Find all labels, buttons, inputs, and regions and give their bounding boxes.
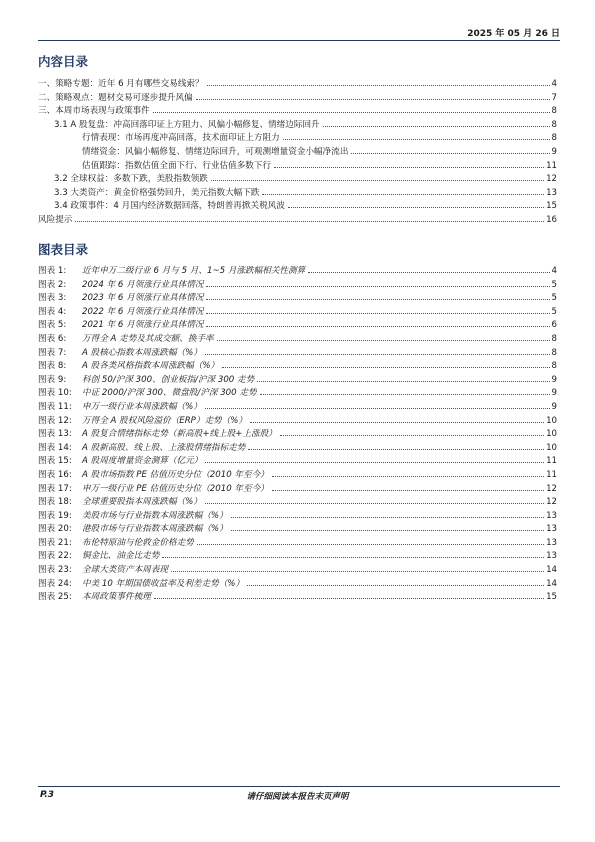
- figure-entry[interactable]: [38, 347, 557, 361]
- toc-entry-page: 13: [546, 187, 557, 198]
- toc-entry-text: 3.1 A 股复盘：冲高回落印证上方阻力、风偏小幅修复、情绪边际回升: [54, 119, 320, 130]
- figure-entry-label: [38, 564, 168, 578]
- figure-entry-label: [38, 265, 305, 279]
- figure-number: 图表 23:: [38, 565, 72, 576]
- figure-entry-label: [38, 510, 228, 524]
- figure-entry[interactable]: [38, 319, 557, 333]
- dot-leader: [272, 476, 544, 477]
- dot-leader: [197, 544, 544, 545]
- dot-leader: [274, 167, 544, 168]
- figure-entry-label: [38, 319, 203, 333]
- toc-entry[interactable]: [38, 78, 557, 92]
- figure-title: 万得全 A 股权风险溢价（ERP）走势（%）: [82, 415, 247, 426]
- figure-title: A 股市场指数 PE 估值历史分位（2010 年至今）: [82, 469, 269, 480]
- figure-entry-page: 13: [546, 551, 557, 562]
- figure-entry[interactable]: [38, 333, 557, 347]
- figure-number: 图表 9:: [38, 374, 67, 385]
- figure-entry[interactable]: [38, 469, 557, 483]
- toc-entry[interactable]: [38, 119, 557, 133]
- figure-number: 图表 22:: [38, 551, 72, 562]
- figure-entry[interactable]: [38, 510, 557, 524]
- figure-entry[interactable]: [38, 401, 557, 415]
- figure-number: 图表 10:: [38, 388, 72, 399]
- dot-leader: [231, 517, 544, 518]
- figure-entry[interactable]: [38, 360, 557, 374]
- figure-entry[interactable]: [38, 428, 557, 442]
- figure-entry-page: 5: [551, 293, 557, 304]
- dot-leader: [248, 449, 544, 450]
- figure-entry-page: 10: [546, 442, 557, 453]
- footer-divider: [38, 786, 560, 787]
- figure-number: 图表 24:: [38, 578, 72, 589]
- figure-entry-label: [38, 537, 194, 551]
- dot-leader: [323, 126, 550, 127]
- dot-leader: [205, 462, 544, 463]
- figure-entry[interactable]: [38, 415, 557, 429]
- figure-entry-label: [38, 523, 228, 537]
- figure-title: A 股核心指数本周涨跌幅（%）: [82, 347, 202, 358]
- toc-entry-text: 3.4 政策事件：4 月国内经济数据回落，特朗普再掀关税风波: [54, 201, 285, 212]
- figure-title: 2022 年 6 月领涨行业具体情况: [82, 306, 204, 317]
- page-number: P.3: [40, 790, 54, 800]
- dot-leader: [247, 585, 544, 586]
- figure-title: 港股市场与行业指数本周涨跌幅（%）: [82, 524, 228, 535]
- figure-entry-page: 15: [546, 592, 557, 603]
- disclaimer-note: 请仔细阅读本报告末页声明: [246, 792, 349, 802]
- figure-entry-label: [38, 374, 254, 388]
- dot-leader: [250, 422, 544, 423]
- dot-leader: [205, 354, 550, 355]
- figure-number: 图表 17:: [38, 483, 72, 494]
- figure-title: A 股复合情绪指标走势（新高股+线上股+上涨股）: [82, 429, 277, 440]
- figure-number: 图表 11:: [38, 401, 72, 412]
- toc-entry[interactable]: [38, 173, 557, 187]
- figure-entry[interactable]: [38, 483, 557, 497]
- figure-entry-page: 13: [546, 510, 557, 521]
- figure-entry-page: 5: [551, 306, 557, 317]
- figure-entry-label: [38, 401, 202, 415]
- figure-title: 中证 2000/沪深 300、微盘股/沪深 300 走势: [82, 388, 257, 399]
- dot-leader: [206, 313, 549, 314]
- toc-entry-page: 8: [551, 119, 557, 130]
- dot-leader: [207, 85, 550, 86]
- figure-entry[interactable]: [38, 578, 557, 592]
- figure-entry-page: 10: [546, 429, 557, 440]
- dot-leader: [260, 394, 550, 395]
- figure-number: 图表 20:: [38, 524, 72, 535]
- toc-entry-page: 8: [551, 133, 557, 144]
- figure-entry-label: [38, 483, 269, 497]
- figure-entry[interactable]: [38, 523, 557, 537]
- figure-entry-page: 11: [546, 469, 557, 480]
- dot-leader: [231, 530, 544, 531]
- figure-entry-page: 12: [546, 483, 557, 494]
- figure-title: 本周政策事件梳理: [82, 592, 151, 603]
- toc-entry-page: 7: [551, 92, 557, 103]
- figure-entry[interactable]: [38, 387, 557, 401]
- figure-entry-page: 13: [546, 524, 557, 535]
- figures-list: [38, 265, 557, 605]
- figure-entry[interactable]: [38, 265, 557, 279]
- figure-entry-label: [38, 306, 203, 320]
- dot-leader: [280, 435, 544, 436]
- figure-entry[interactable]: [38, 292, 557, 306]
- dot-leader: [262, 194, 544, 195]
- figure-entry-page: 8: [551, 347, 557, 358]
- figure-entry-page: 12: [546, 497, 557, 508]
- figure-entry-page: 10: [546, 415, 557, 426]
- figure-entry-page: 14: [546, 565, 557, 576]
- toc-entry-page: 16: [546, 214, 557, 225]
- figure-number: 图表 8:: [38, 361, 67, 372]
- toc-entry-page: 8: [551, 106, 557, 117]
- dot-leader: [351, 153, 549, 154]
- figure-entry-page: 8: [551, 361, 557, 372]
- contents-title: 内容目录: [38, 54, 89, 69]
- figure-number: 图表 12:: [38, 415, 72, 426]
- figure-entry-label: [38, 387, 257, 401]
- figure-number: 图表 1:: [38, 266, 67, 276]
- figure-entry-label: [38, 347, 202, 361]
- figure-title: A 股各类风格指数本周涨跌幅（%）: [82, 361, 220, 372]
- figure-entry-label: [38, 469, 269, 483]
- figure-title: 全球大类资产本周表现: [82, 565, 168, 576]
- figure-entry-page: 4: [551, 266, 557, 276]
- toc-entry[interactable]: [38, 200, 557, 214]
- figure-entry-page: 11: [546, 456, 557, 467]
- toc-entry-text: 情绪资金：风偏小幅修复、情绪边际回升，可观测增量资金小幅净流出: [82, 146, 349, 157]
- figures-title: 图表目录: [38, 242, 89, 257]
- figure-entry-label: [38, 279, 203, 293]
- toc-entry[interactable]: [38, 160, 557, 174]
- toc-entry-page: 15: [546, 201, 557, 212]
- figure-entry[interactable]: [38, 455, 557, 469]
- figure-number: 图表 3:: [38, 293, 67, 304]
- figure-entry[interactable]: [38, 537, 557, 551]
- figure-title: 铜金比、油金比走势: [82, 551, 160, 562]
- figure-number: 图表 13:: [38, 429, 72, 440]
- figure-number: 图表 2:: [38, 279, 67, 290]
- figure-number: 图表 21:: [38, 537, 72, 548]
- figure-title: 科创 50/沪深 300、创业板指/沪深 300 走势: [82, 374, 255, 385]
- figure-entry-page: 14: [546, 578, 557, 589]
- figure-title: 美股市场与行业指数本周涨跌幅（%）: [82, 510, 228, 521]
- figure-title: 申万一级行业本周涨跌幅（%）: [82, 401, 202, 412]
- figure-entry-label: [38, 333, 214, 347]
- figure-entry-label: [38, 415, 247, 429]
- figure-title: 2021 年 6 月领涨行业具体情况: [82, 320, 204, 331]
- toc-entry-text: 3.2 全球权益：多数下跌，美股指数领跌: [54, 174, 208, 185]
- figure-entry-page: 6: [551, 320, 557, 331]
- figure-entry[interactable]: [38, 496, 557, 510]
- dot-leader: [206, 286, 549, 287]
- figure-entry-label: [38, 455, 202, 469]
- dot-leader: [162, 557, 544, 558]
- toc-entry[interactable]: [38, 105, 557, 119]
- figure-title: 近年申万二级行业 6 月与 5 月、1~5 月涨跌幅相关性测算: [82, 266, 306, 276]
- toc-entry-page: 11: [546, 160, 557, 171]
- figure-entry-label: [38, 578, 244, 592]
- figure-number: 图表 19:: [38, 510, 72, 521]
- figure-entry-page: 9: [551, 401, 557, 412]
- toc-entry[interactable]: [38, 92, 557, 106]
- dot-leader: [308, 272, 549, 273]
- toc-entry[interactable]: [38, 146, 557, 160]
- figure-entry-page: 9: [551, 388, 557, 399]
- figure-entry-page: 5: [551, 279, 557, 290]
- dot-leader: [196, 99, 550, 100]
- figure-entry-label: [38, 496, 202, 510]
- dot-leader: [272, 490, 544, 491]
- dot-leader: [222, 367, 549, 368]
- figure-entry[interactable]: [38, 564, 557, 578]
- figure-entry[interactable]: [38, 374, 557, 388]
- figure-entry[interactable]: [38, 591, 557, 605]
- figure-number: 图表 5:: [38, 320, 67, 331]
- figure-entry-page: 8: [551, 333, 557, 344]
- toc-entry-text: 行情表现：市场再度冲高回落，技术面印证上方阻力: [82, 133, 280, 144]
- figure-entry-label: [38, 428, 277, 442]
- toc-entry-text: 风险提示: [38, 214, 73, 225]
- figure-entry-page: 9: [551, 374, 557, 385]
- figure-entry[interactable]: [38, 550, 557, 564]
- figure-number: 图表 16:: [38, 469, 72, 480]
- figure-number: 图表 25:: [38, 592, 72, 603]
- dot-leader: [153, 112, 550, 113]
- dot-leader: [75, 221, 544, 222]
- toc-entry-text: 二、策略观点：题材交易可逐步提升风偏: [38, 92, 193, 103]
- figure-title: 布伦特原油与伦敦金价格走势: [82, 537, 194, 548]
- figure-entry-page: 13: [546, 537, 557, 548]
- figure-entry-label: [38, 550, 159, 564]
- figure-number: 图表 14:: [38, 442, 72, 453]
- figure-entry-label: [38, 360, 219, 374]
- figure-title: 申万一级行业 PE 估值历史分位（2010 年至今）: [82, 483, 269, 494]
- header-divider: [38, 40, 560, 41]
- toc-entry-text: 3.3 大类资产：黄金价格强势回升，美元指数大幅下跌: [54, 187, 260, 198]
- figure-entry-label: [38, 292, 203, 306]
- figure-number: 图表 6:: [38, 333, 67, 344]
- figure-entry[interactable]: [38, 442, 557, 456]
- dot-leader: [257, 381, 549, 382]
- figure-number: 图表 7:: [38, 347, 67, 358]
- dot-leader: [217, 340, 550, 341]
- figure-title: 中美 10 年期国债收益率及利差走势（%）: [82, 578, 245, 589]
- dot-leader: [283, 139, 550, 140]
- figure-entry-label: [38, 442, 245, 456]
- figure-title: A 股周度增量资金测算（亿元）: [82, 456, 203, 467]
- dot-leader: [211, 180, 544, 181]
- toc-entry-page: 4: [551, 79, 557, 89]
- figure-title: 2023 年 6 月领涨行业具体情况: [82, 293, 204, 304]
- figure-entry[interactable]: [38, 279, 557, 293]
- contents-list: [38, 78, 557, 228]
- toc-entry-page: 12: [546, 174, 557, 185]
- dot-leader: [171, 571, 544, 572]
- toc-entry[interactable]: [38, 187, 557, 201]
- dot-leader: [288, 207, 544, 208]
- report-date: 2025 年 05 月 26 日: [467, 29, 560, 39]
- figure-title: A 股新高股、线上股、上涨股情绪指标走势: [82, 442, 246, 453]
- toc-entry-page: 9: [551, 146, 557, 157]
- figure-entry-label: [38, 591, 151, 605]
- dot-leader: [205, 408, 550, 409]
- toc-entry-text: 三、本周市场表现与政策事件: [38, 106, 150, 117]
- toc-entry-text: 一、策略专题：近年 6 月有哪些交易线索？: [38, 79, 204, 89]
- figure-number: 图表 4:: [38, 306, 67, 317]
- dot-leader: [206, 299, 549, 300]
- figure-entry[interactable]: [38, 306, 557, 320]
- figure-number: 图表 15:: [38, 456, 72, 467]
- figure-title: 2024 年 6 月领涨行业具体情况: [82, 279, 204, 290]
- dot-leader: [205, 503, 544, 504]
- toc-entry[interactable]: [38, 132, 557, 146]
- figure-title: 全球重要股指本周涨跌幅（%）: [82, 497, 202, 508]
- figure-title: 万得全 A 走势及其成交额、换手率: [82, 333, 214, 344]
- dot-leader: [154, 598, 544, 599]
- toc-entry-text: 估值跟踪：指数估值全面下行、行业估值多数下行: [82, 160, 272, 171]
- toc-entry[interactable]: [38, 214, 557, 228]
- figure-number: 图表 18:: [38, 497, 72, 508]
- dot-leader: [206, 326, 549, 327]
